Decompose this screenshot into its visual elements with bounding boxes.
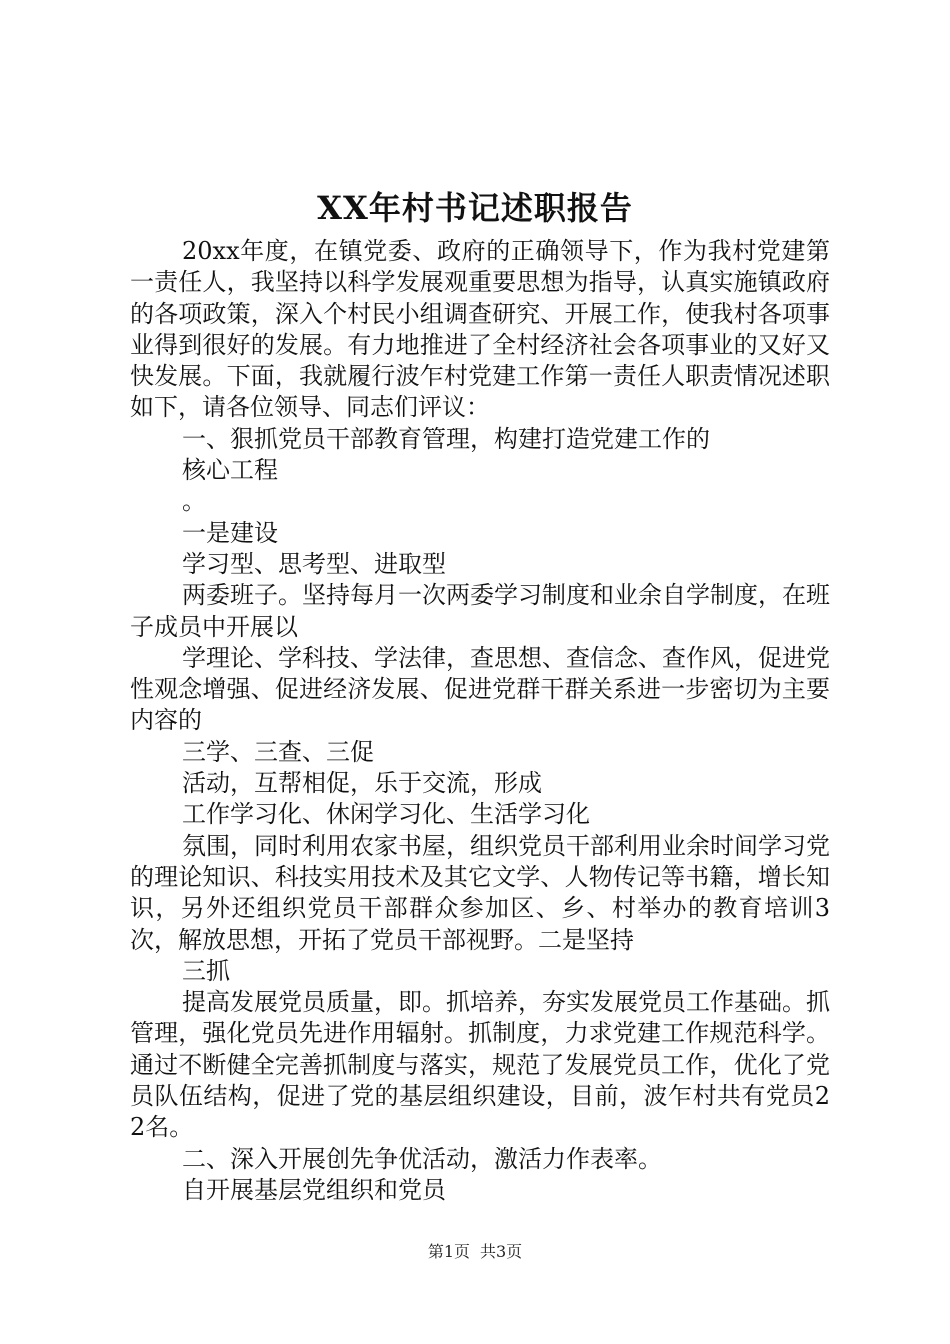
paragraph: 一是建设	[182, 518, 278, 547]
page-footer	[0, 1241, 950, 1263]
paragraph: 学理论、学科技、学法律，查思想、查信念、查作风，促进党性观念增强、促进经济发展、促进党群干群关系进一步密切为主要内容的	[130, 643, 830, 735]
paragraph: 核心工程	[182, 456, 278, 485]
paragraph: 氛围，同时利用农家书屋，组织党员干部利用业余时间学习党的理论知识、科技实用技术及其它文学、人物传记等书籍，增长知识，另外还组织党员干部群众参加区、乡、村举办的教育培训3次，解放思想，开拓了党员干部视野。二是坚持	[130, 831, 830, 954]
paragraph: 提高发展党员质量，即。抓培养，夯实发展党员工作基础。抓管理，强化党员先进作用辐射。抓制度，力求党建工作规范科学。通过不断健全完善抓制度与落实，规范了发展党员工作，优化了党员队伍结构，促进了党的基层组织建设，目前，波乍村共有党员22名。	[130, 988, 830, 1142]
paragraph: 工作学习化、休闲学习化、生活学习化	[182, 800, 590, 829]
paragraph: 20xx年度，在镇党委、政府的正确领导下，作为我村党建第一责任人，我坚持以科学发展观重要思想为指导，认真实施镇政府的各项政策，深入个村民小组调查研究、开展工作，使我村各项事业得到很好的发展。有力地推进了全村经济社会各项事业的又好又快发展。下面，我就履行波乍村党建工作第一责任人职责情况述职如下，请各位领导、同志们评议：	[130, 237, 830, 422]
paragraph: 。	[182, 487, 206, 516]
paragraph: 二、深入开展创先争优活动，激活力作表率。	[182, 1144, 662, 1173]
paragraph: 学习型、思考型、进取型	[182, 549, 446, 578]
document-title: XX年村书记述职报告	[317, 189, 633, 227]
paragraph: 三抓	[182, 956, 230, 985]
paragraph: 一、狠抓党员干部教育管理，构建打造党建工作的	[182, 424, 710, 453]
paragraph: 活动，互帮相促，乐于交流，形成	[182, 769, 542, 798]
document-body	[130, 236, 830, 1206]
page-number: 第1页	[427, 1242, 470, 1261]
paragraph: 三学、三查、三促	[182, 737, 374, 766]
paragraph: 两委班子。坚持每月一次两委学习制度和业余自学制度，在班子成员中开展以	[130, 581, 830, 641]
paragraph: 自开展基层党组织和党员	[182, 1175, 446, 1204]
page-total: 共3页	[480, 1242, 523, 1261]
